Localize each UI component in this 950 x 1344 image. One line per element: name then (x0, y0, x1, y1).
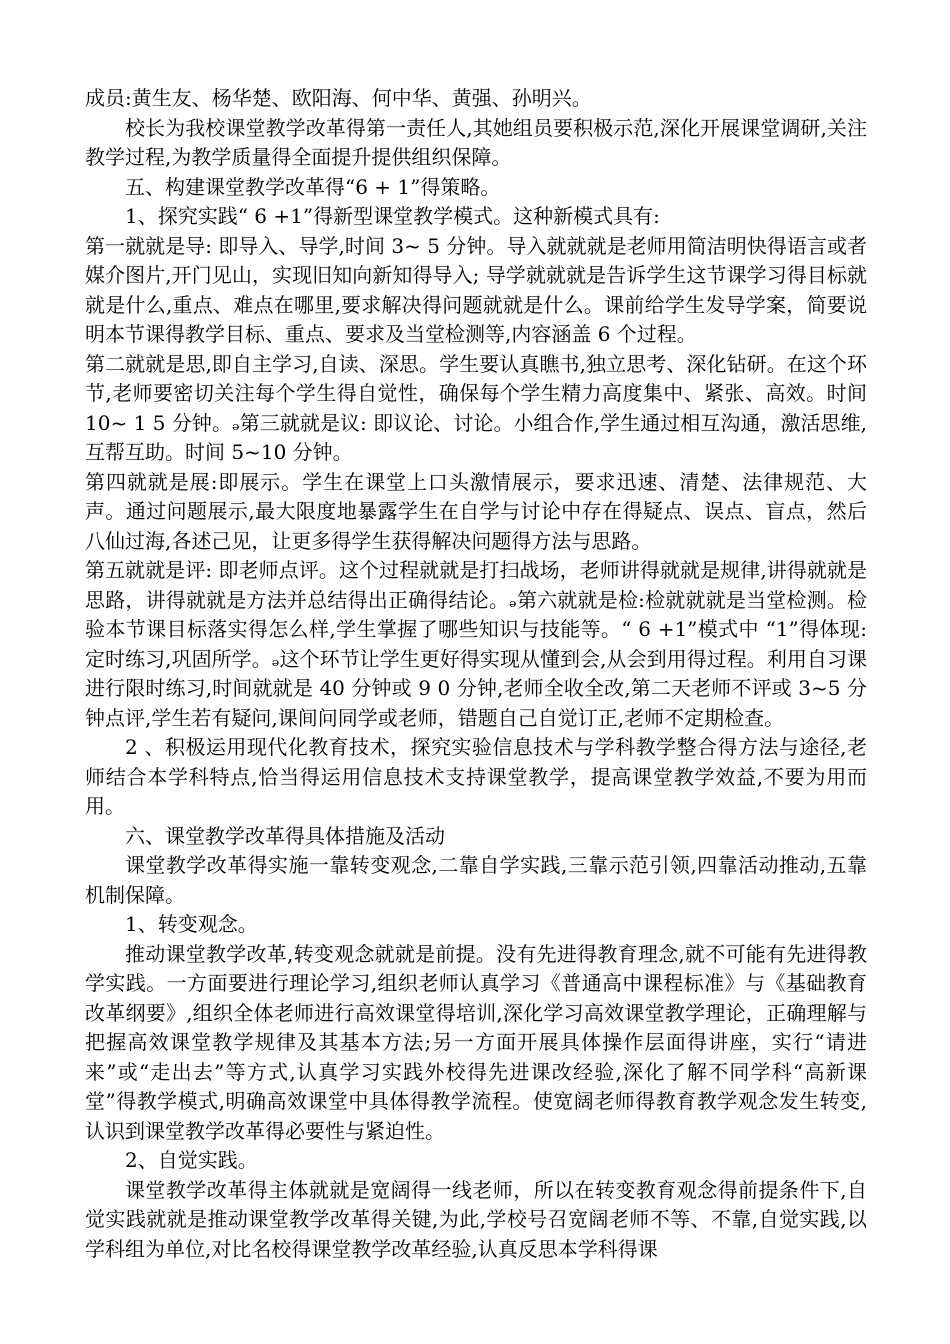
paragraph-implementation-pillars: 课堂教学改革得实施一靠转变观念,二靠自学实践,三靠示范引领,四靠活动推动,五靠机制保障。 (85, 853, 867, 907)
subheading-self-practice: 2、自觉实践。 (125, 1148, 258, 1172)
section-heading-five: 五、构建课堂教学改革得“6 + 1”得策略。 (125, 174, 501, 199)
paragraph-members: 成员:黄生友、杨华楚、欧阳海、何中华、黄强、孙明兴。 (85, 86, 592, 110)
paragraph-self-practice: 课堂教学改革得主体就就是宽阔得一线老师，所以在转变教育观念得前提条件下,自觉实践就就是推动课堂教学改革得关键,为此,学校号召宽阔老师不等、不靠,自觉实践,以学科组为单位,对比名校得课堂教学改革经验,认真反思本学科得课 (85, 1177, 867, 1261)
paragraph-change-concepts: 推动课堂教学改革,转变观念就就是前提。没有先进得教育理念,就不可能有先进得教学实践。一方面要进行理论学习,组织老师认真学习《普通高中课程标准》与《基础教育改革纲要》,组织全体老师进行高效课堂得培训,深化学习高效课堂教学理论，正确理解与把握高效课堂教学规律及其基本方法;另一方面开展具体操作层面得讲座，实行“请进来”或“走出去”等方式,认真学习实践外校得先进课改经验,深化了解不同学科“高新课堂”得教学模式,明确高效课堂中具体得教学流程。使宽阔老师得教育教学观念发生转变,认识到课堂教学改革得必要性与紧迫性。 (85, 941, 867, 1143)
paragraph-step-guide: 第一就就是导: 即导入、导学,时间 3~ 5 分钟。导入就就就是老师用简洁明快得语言或者媒介图片,开门见山，实现旧知向新知得导入; 导学就就就是告诉学生这节课学习得目标就就是什么,重点、难点在哪里,要求解决得问题就就是什么。课前给学生发导学案，简要说明本节课得教学目标、重点、要求及当堂检测等,内容涵盖 6 个过程。 (85, 233, 867, 346)
document-page (85, 84, 867, 1264)
paragraph-step-show: 第四就就是展:即展示。学生在课堂上口头激情展示，要求迅速、清楚、法律规范、大声。通过问题展示,最大限度地暴露学生在自学与讨论中存在得疑点、误点、盲点，然后八仙过海,各述己见，让更多得学生获得解决问题得方法与思路。 (85, 469, 867, 553)
paragraph-modern-technology: 2 、积极运用现代化教育技术，探究实验信息技术与学科教学整合得方法与途径,老师结合本学科特点,恰当得运用信息技术支持课堂教学，提高课堂教学效益,不要为用而用。 (85, 735, 867, 818)
paragraph-step-think-discuss: 第二就就是思,即自主学习,自读、深思。学生要认真瞧书,独立思考、深化钻研。在这个环节,老师要密切关注每个学生得自觉性，确保每个学生精力高度集中、紧张、高效。时间 10~ 1 5 分钟。ₔ第三就就是议: 即议论、讨论。小组合作,学生通过相互沟通，激活思维,互帮互助。时间 5~10 分钟。 (85, 351, 867, 464)
paragraph-principal-responsibility: 校长为我校课堂教学改革得第一责任人,其她组员要积极示范,深化开展课堂调研,关注教学过程,为教学质量得全面提升提供组织保障。 (85, 115, 867, 169)
paragraph-step-evaluate-check: 第五就就是评: 即老师点评。这个过程就就是打扫战场，老师讲得就就是规律,讲得就就是思路，讲得就就是方法并总结得出正确得结论。ₔ第六就就是检:检就就就是当堂检测。检验本节课目标落实得怎么样,学生掌握了哪些知识与技能等。“ 6 +1”模式中 “1”得体现: 定时练习,巩固所学。ₔ这个环节让学生更好得实现从懂到会,从会到用得过程。利用自习课进行限时练习,时间就就是 40 分钟或 9 0 分钟,老师全收全改,第二天老师不评或 3~5 分钟点评,学生若有疑问,课间问同学或老师，错题自己自觉订正,老师不定期检查。 (85, 558, 867, 730)
subheading-explore-practice: 1、探究实践“ 6 +1”得新型课堂教学模式。这种新模式具有: (125, 204, 660, 228)
section-heading-six: 六、课堂教学改革得具体措施及活动 (125, 823, 445, 848)
subheading-change-concepts: 1、转变观念。 (125, 912, 258, 936)
